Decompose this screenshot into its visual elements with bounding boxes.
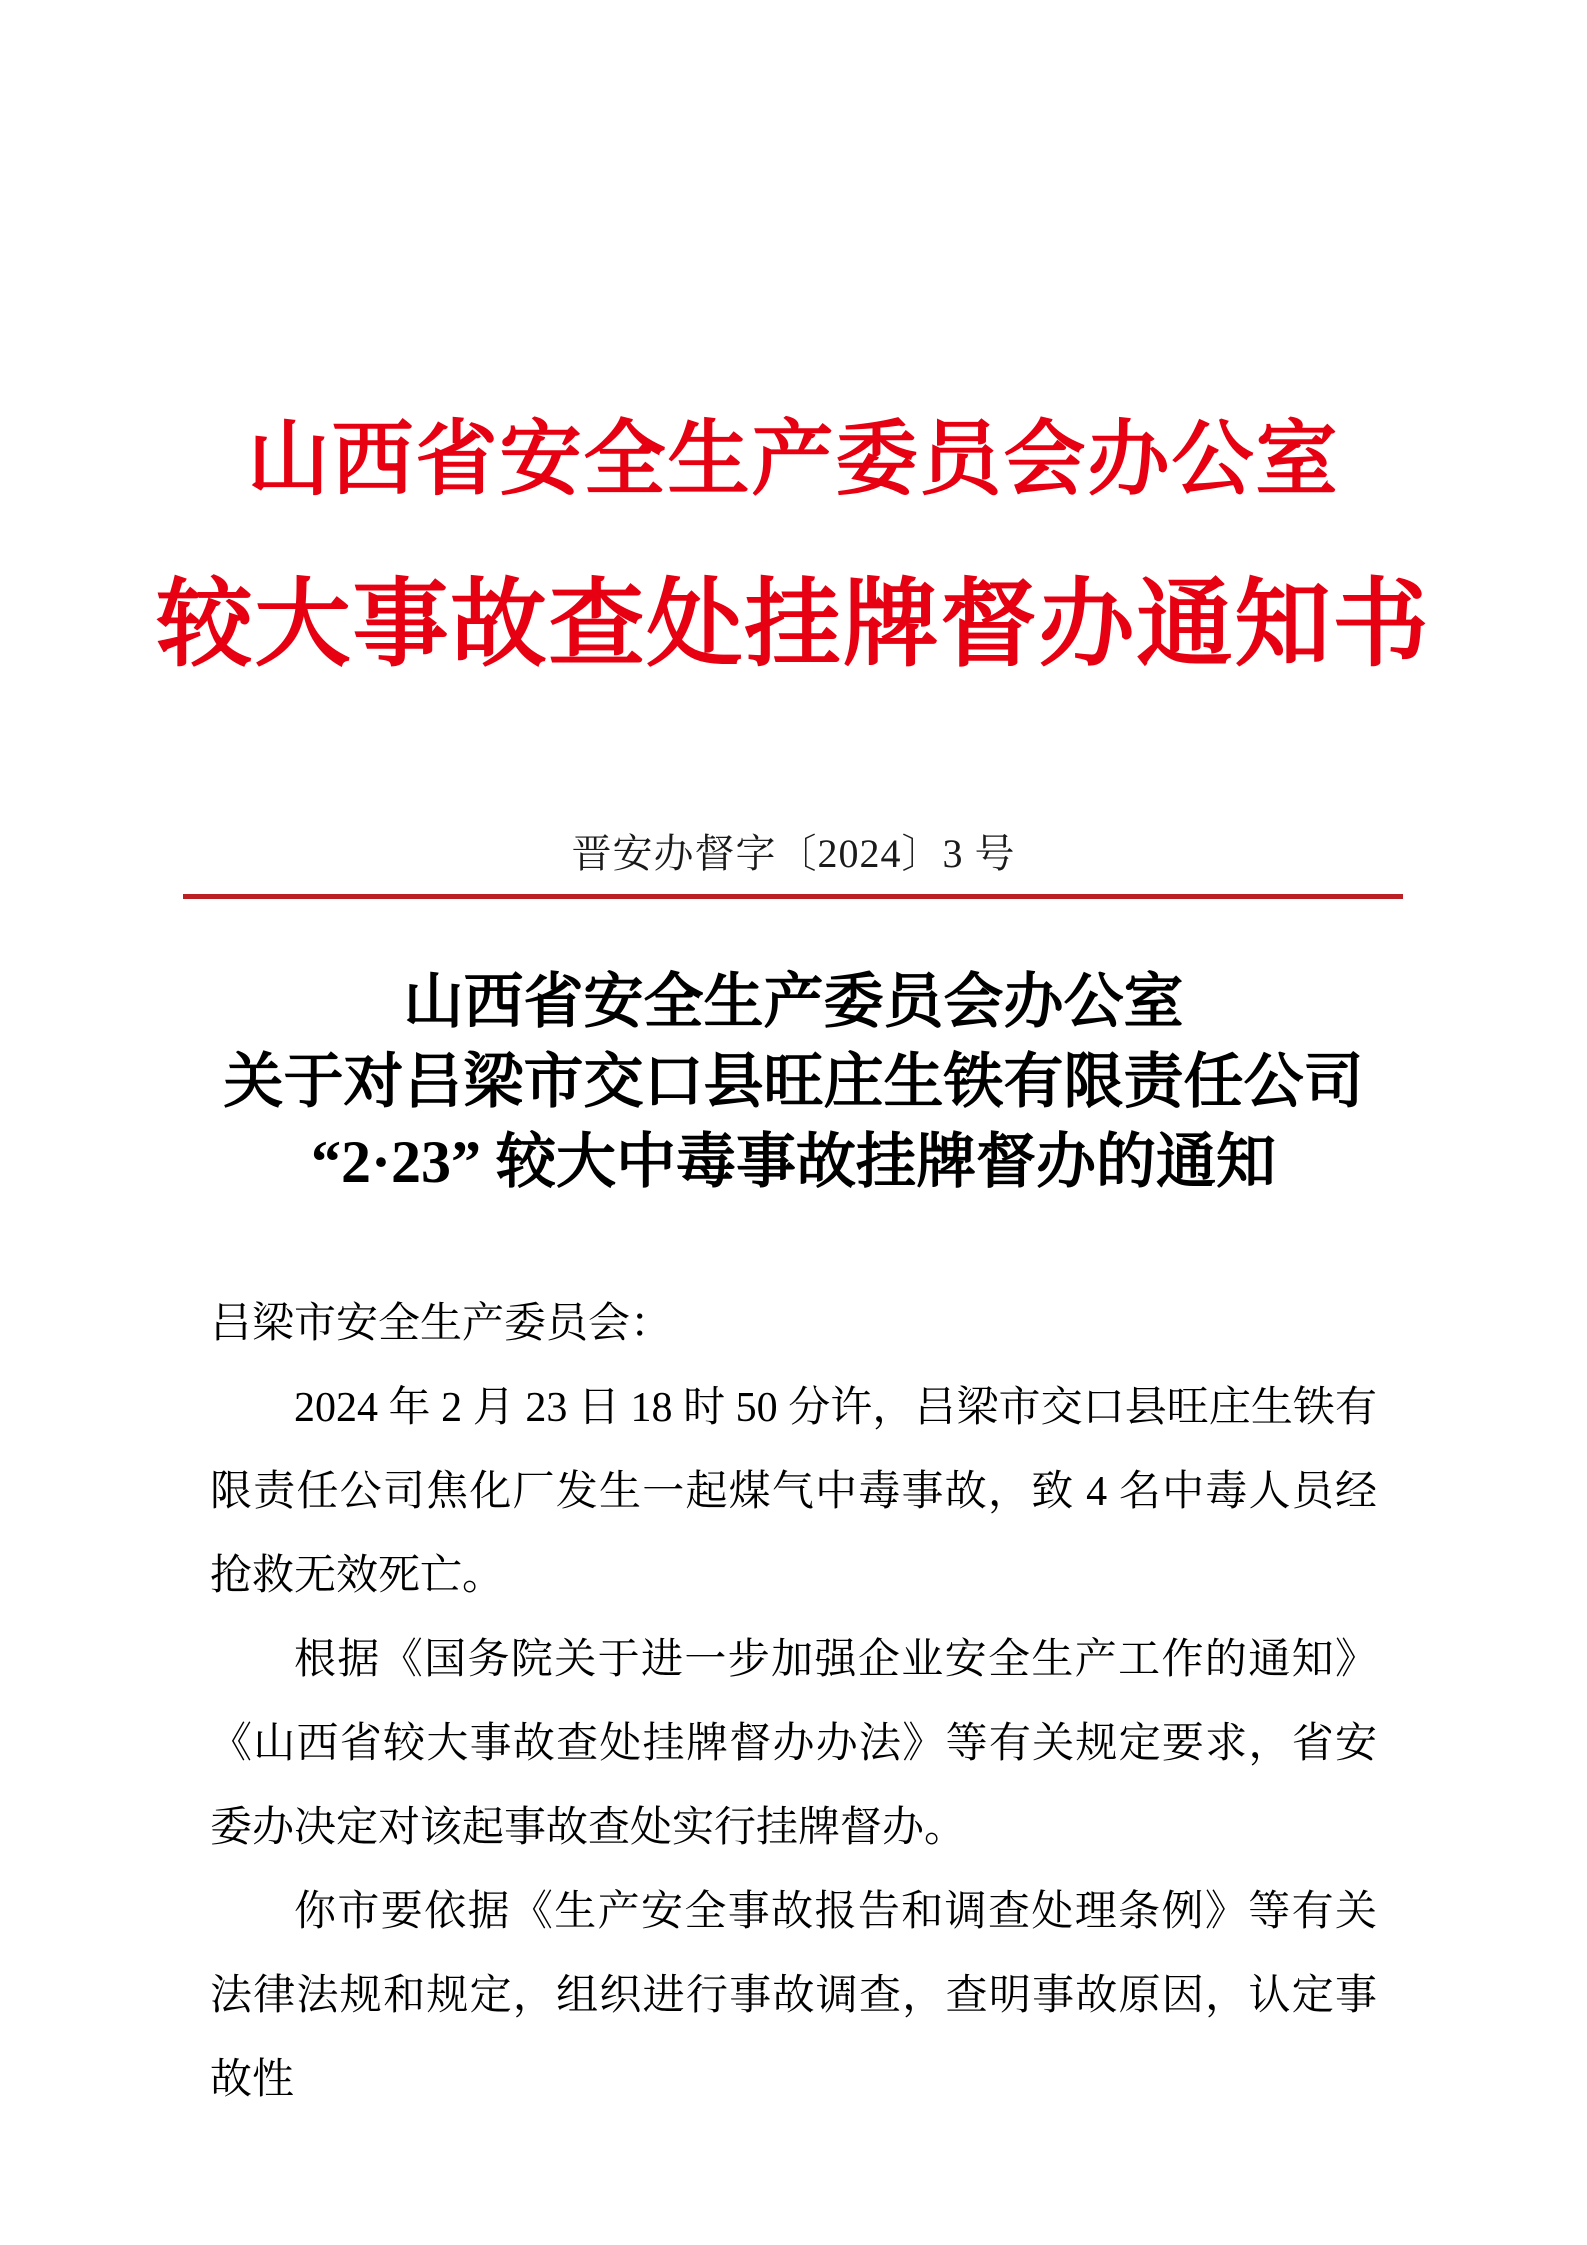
notice-title-line3: “2·23” 较大中毒事故挂牌督办的通知 — [310, 1129, 1276, 1195]
doc-number: 晋安办督字〔2024〕3 号 — [571, 831, 1016, 876]
letterhead — [0, 377, 1587, 707]
notice-title-line1: 山西省安全生产委员会办公室 — [403, 969, 1184, 1035]
letterhead-doc-type: 较大事故查处挂牌督办通知书 — [156, 571, 1431, 678]
body-paragraph: 你市要依据《生产安全事故报告和调查处理条例》等有关法律法规和规定，组织进行事故调查，查明事故原因，认定事故性 — [210, 1889, 1377, 2103]
salutation: 吕梁市安全生产委员会： — [210, 1301, 673, 1347]
body-paragraph: 2024 年 2 月 23 日 18 时 50 分许，吕梁市交口县旺庄生铁有限责任公司焦化厂发生一起煤气中毒事故，致 4 名中毒人员经抢救无效死亡。 — [210, 1385, 1377, 1599]
notice-title-line2: 关于对吕梁市交口县旺庄生铁有限责任公司 — [223, 1049, 1364, 1115]
letterhead-org-name: 山西省安全生产委员会办公室 — [247, 414, 1340, 505]
body-paragraph: 根据《国务院关于进一步加强企业安全生产工作的通知》《山西省较大事故查处挂牌督办办法》等有关规定要求，省安委办决定对该起事故查处实行挂牌督办。 — [210, 1637, 1377, 1851]
body-text — [210, 1282, 1377, 2122]
red-divider-line — [183, 894, 1403, 899]
notice-title — [0, 962, 1587, 1202]
